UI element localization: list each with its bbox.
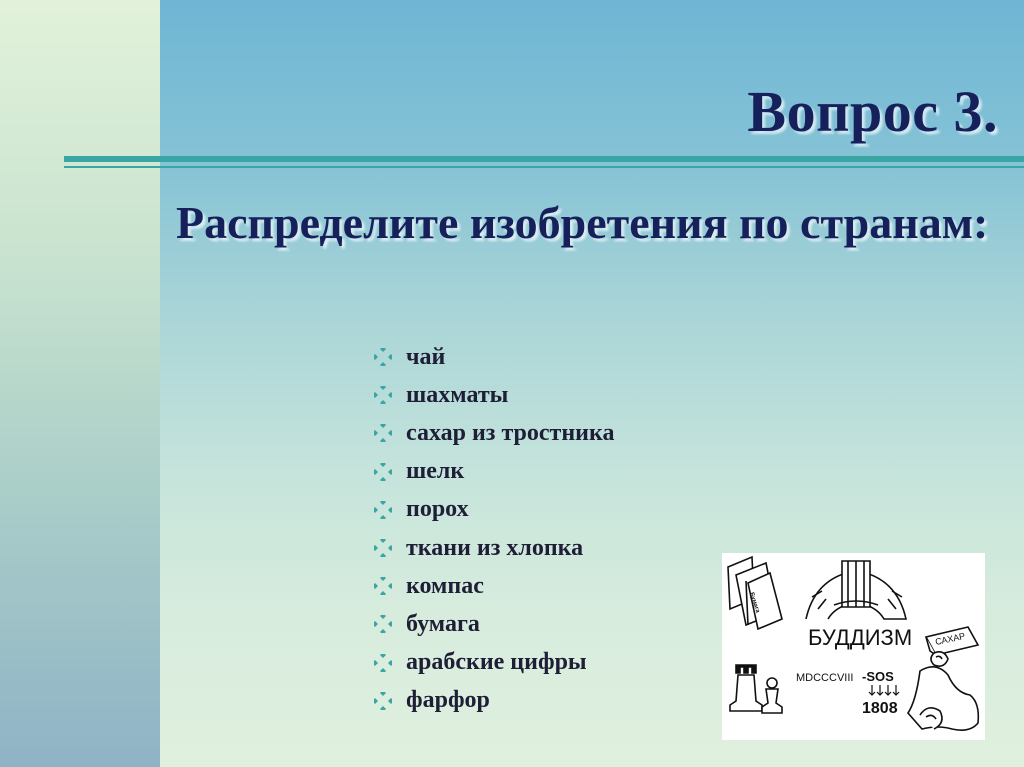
list-item-text: порох <box>406 496 469 523</box>
list-item <box>374 567 614 605</box>
diamond-bullet-icon <box>374 348 392 366</box>
left-strip <box>0 0 160 767</box>
title-rule-thin <box>64 166 1024 168</box>
history-clipart <box>722 553 985 740</box>
slide-title: Вопрос 3. <box>747 79 998 144</box>
list-item <box>374 414 614 452</box>
list-item-text: сахар из тростника <box>406 419 615 446</box>
diamond-bullet-icon <box>374 615 392 633</box>
slide-subtitle: Распределите изобретения по странам: <box>176 197 989 248</box>
list-item-text: компас <box>406 572 484 599</box>
diamond-bullet-icon <box>374 424 392 442</box>
diamond-bullet-icon <box>374 539 392 557</box>
list-item <box>374 453 614 491</box>
sos-label: -SOS <box>862 669 894 684</box>
list-item <box>374 529 614 567</box>
list-item <box>374 605 614 643</box>
title-rule <box>64 156 1024 162</box>
inventions-list <box>374 338 614 720</box>
diamond-bullet-icon <box>374 577 392 595</box>
book-label: Бумага <box>748 591 761 614</box>
diamond-bullet-icon <box>374 463 392 481</box>
list-item-text: фарфор <box>406 687 490 714</box>
list-item <box>374 491 614 529</box>
list-item-text: ткани из хлопка <box>406 534 584 561</box>
diamond-bullet-icon <box>374 654 392 672</box>
list-item-text: чай <box>406 343 446 370</box>
arabic-year: 1808 <box>862 700 898 717</box>
list-item <box>374 682 614 720</box>
list-item-text: арабские цифры <box>406 649 587 676</box>
diamond-bullet-icon <box>374 692 392 710</box>
sugar-label: САХАР <box>934 630 967 647</box>
list-item-text: бумага <box>406 610 480 637</box>
diamond-bullet-icon <box>374 386 392 404</box>
diamond-bullet-icon <box>374 501 392 519</box>
list-item <box>374 644 614 682</box>
list-item <box>374 376 614 414</box>
list-item-text: шелк <box>406 458 465 485</box>
list-item <box>374 338 614 376</box>
buddhism-label: БУДДИЗМ <box>808 625 913 650</box>
roman-year: MDCCCVIII <box>796 672 854 684</box>
list-item-text: шахматы <box>406 381 509 408</box>
